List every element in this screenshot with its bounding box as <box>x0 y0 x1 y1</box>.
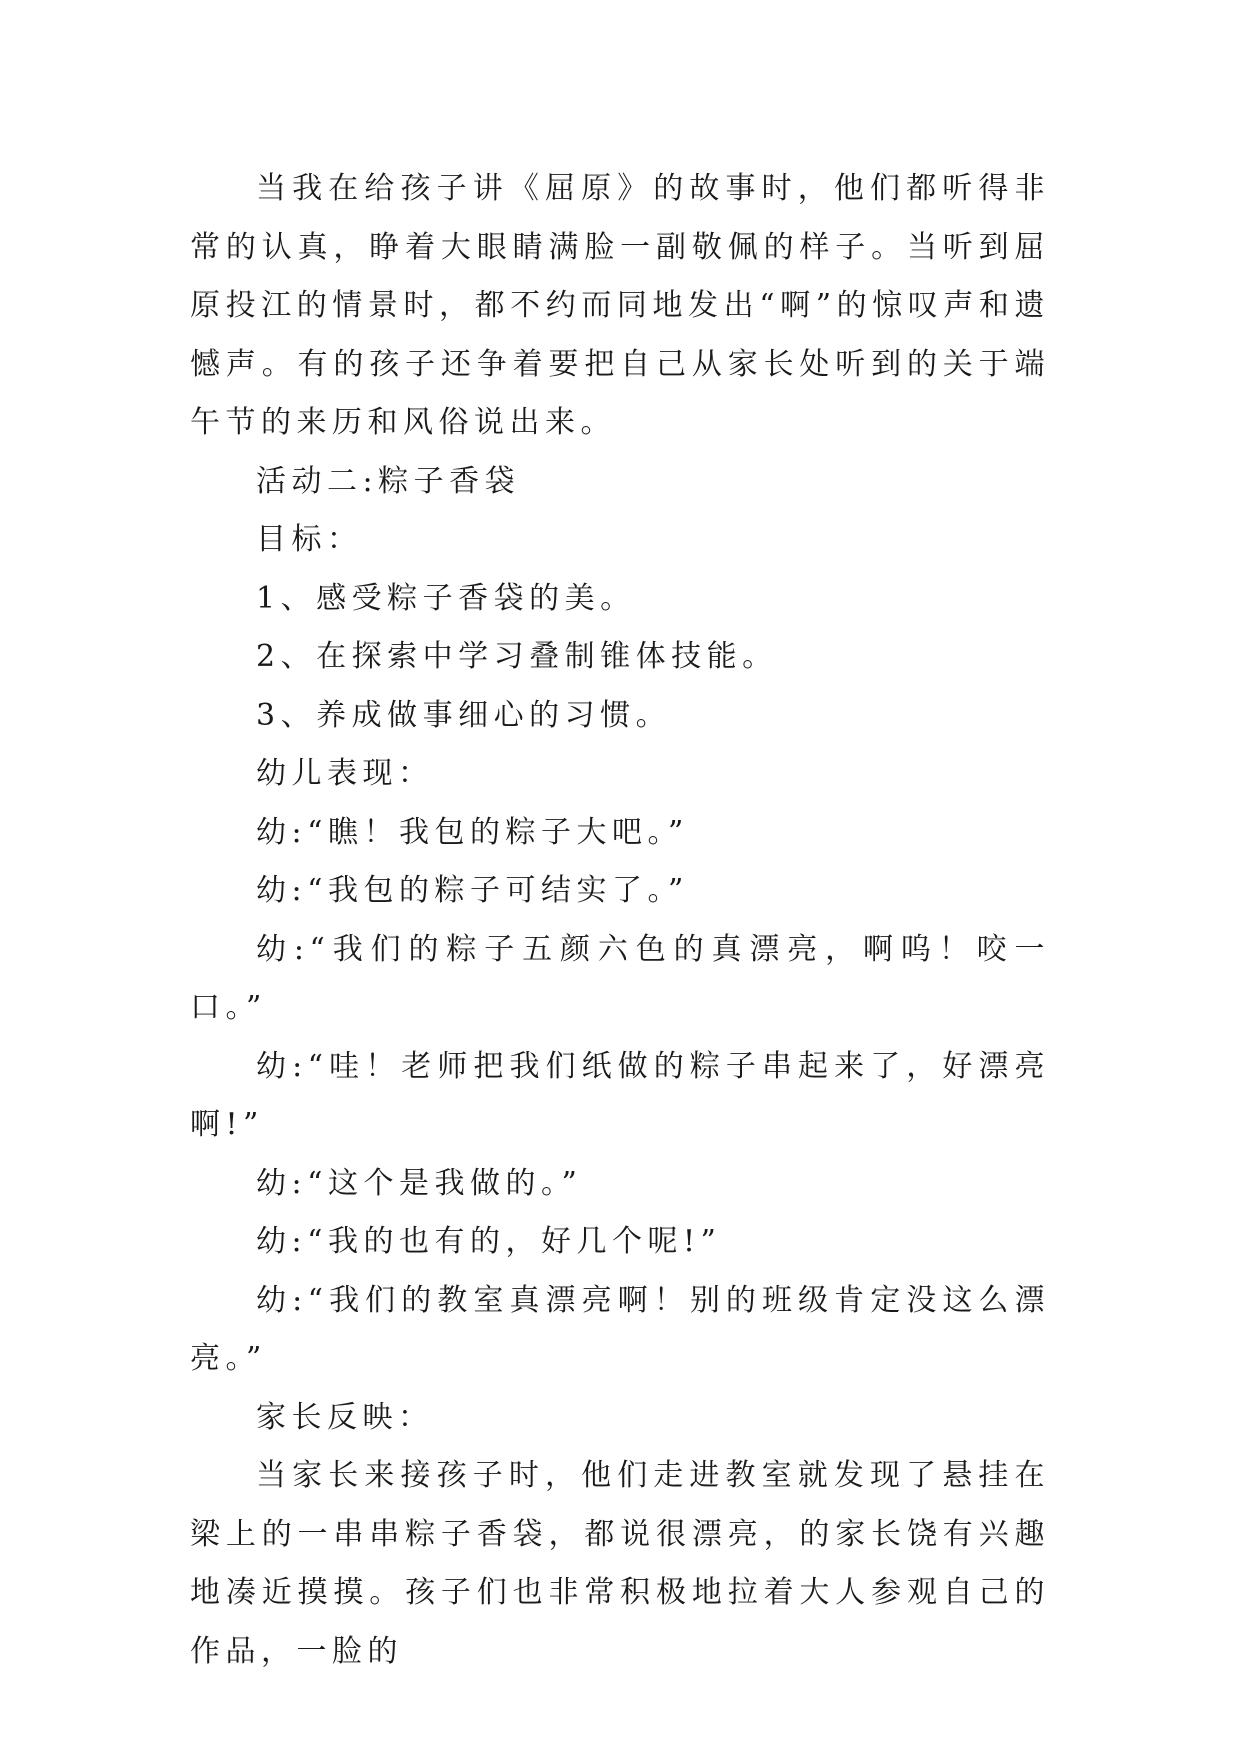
child-quote: 幼:“瞧！我包的粽子大吧。” <box>256 814 689 850</box>
goal-item-3: 3、养成做事细心的习惯。 <box>256 697 672 733</box>
child-quote: 幼:“我们的教室真漂亮啊！别的班级肯定没这么漂亮。” <box>190 1282 1050 1376</box>
paragraph-parent-feedback: 当家长来接孩子时，他们走进教室就发现了悬挂在梁上的一串串粽子香袋，都说很漂亮，的家长饶有兴趣地凑近摸摸。孩子们也非常积极地拉着大人参观自己的作品，一脸的 <box>190 1458 1050 1669</box>
heading-child-performance: 幼儿表现： <box>256 756 434 791</box>
goal-item-2: 2、在探索中学习叠制锥体技能。 <box>256 639 778 674</box>
child-quote: 幼:“我包的粽子可结实了。” <box>256 873 689 908</box>
child-quote: 幼:“哇！老师把我们纸做的粽子串起来了，好漂亮啊!” <box>190 1048 1050 1142</box>
child-quote: 幼:“这个是我做的。” <box>256 1165 583 1201</box>
heading-goals: 目标： <box>256 522 363 557</box>
goal-item-1: 1、感受粽子香袋的美。 <box>256 580 636 616</box>
paragraph-story-reaction: 当我在给孩子讲《屈原》的故事时，他们都听得非常的认真，睁着大眼睛满脸一副敬佩的样子。当听到屈原投江的情景时，都不约而同地发出“啊”的惊叹声和遗憾声。有的孩子还争着要把自己从家长处听到的关于端午节的来历和风俗说出来。 <box>190 171 1050 440</box>
heading-parent-feedback: 家长反映： <box>256 1399 434 1435</box>
child-quote: 幼:“我的也有的，好几个呢!” <box>256 1224 722 1259</box>
child-quote: 幼:“我们的粽子五颜六色的真漂亮，啊呜！咬一口。” <box>190 931 1050 1025</box>
heading-activity-two: 活动二:粽子香袋 <box>256 463 521 499</box>
document-body <box>190 160 1050 1681</box>
